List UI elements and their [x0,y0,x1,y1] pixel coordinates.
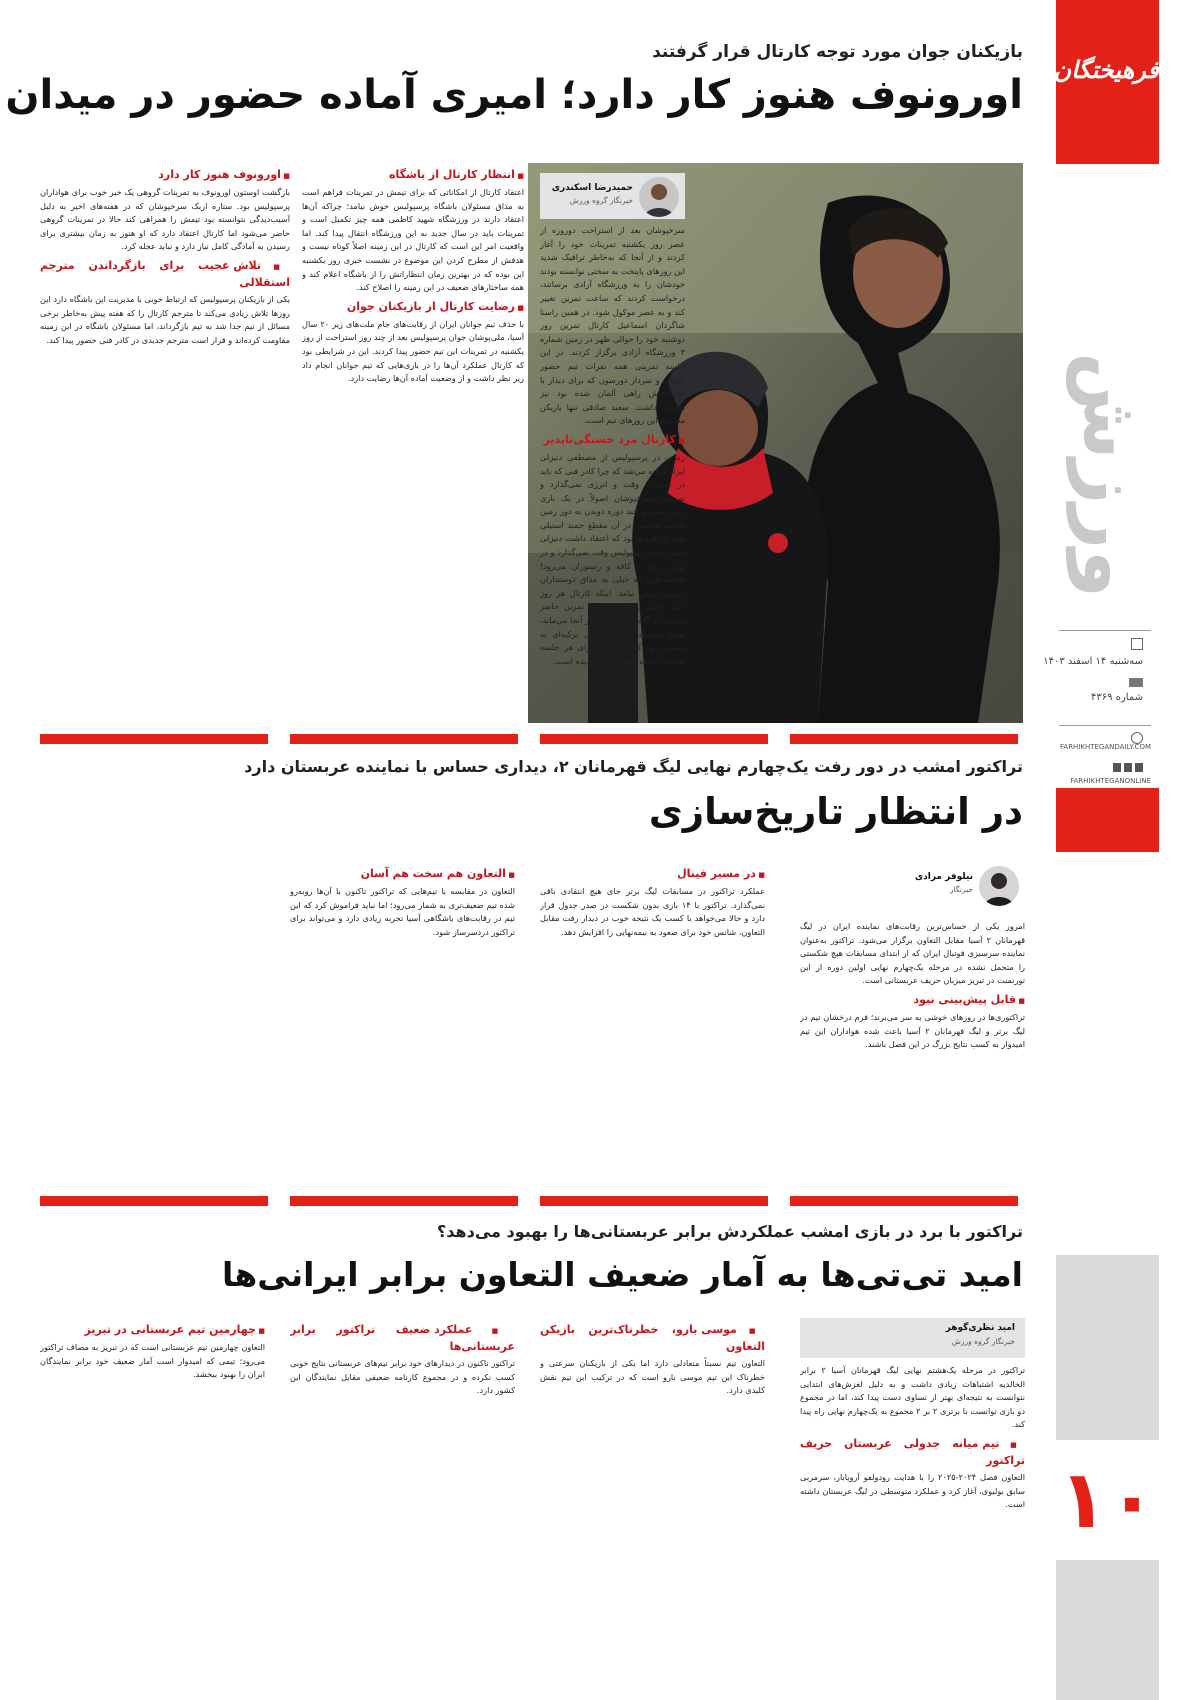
article3-col2 [540,1318,765,1688]
website-url[interactable]: FARHIKHTEGANDAILY.COM [1060,743,1151,751]
divider-bar [290,734,518,744]
article2-kicker: تراکتور امشب در دور رفت یک‌چهارم نهایی لیگ قهرمانان ۲، دیداری حساس با نماینده عربستان دارد [244,757,1023,776]
sidebar-divider-2 [1059,725,1151,726]
article3-headline: امید تی‌تی‌ها به آمار ضعیف التعاون برابر ایرانی‌ها [222,1255,1023,1294]
article1-subhead-4: ■ اورونوف هنوز کار دارد [40,167,290,184]
article1-kicker: بازیکنان جوان مورد توجه کارتال قرار گرفتند [652,42,1023,62]
section-title: ورزش [1066,352,1156,598]
article1-headline: اورونوف هنوز کار دارد؛ امیری آماده حضور در میدان [5,72,1023,118]
divider-bar [790,1196,1018,1206]
article1-col3 [40,163,290,693]
issue-icon [1129,678,1143,687]
author-role: خبرنگار گروه ورزش [569,196,633,205]
article2-author-box [800,862,1025,908]
article2-col3 [290,862,515,1172]
author-name: نیلوفر مرادی [914,872,973,882]
article3-text-4: التعاون چهارمین تیم عربستانی است که در تبریز به مصاف تراکتور می‌رود؛ تیمی که امیدوار است آمار ضعیف خود برابر نمایندگان ایران را بهبود ببخشد. [40,1342,265,1380]
article3-subhead-2: ■ موسی بارو، خطرناک‌ترین بازیکن التعاون [540,1322,765,1355]
article1-text-2: اعتقاد کارتال از امکاناتی که برای تیمش در تمرینات فراهم است به مذاق مسئولان باشگاه پرسپولیس خوش نیامد؛ چراکه آن‌ها اعتقاد دارند در ورزشگاه شهید کاظمی همه چیز تکمیل است و تمرینات باید در سال جدید به این ورزشگاه انتقال پیدا کند. اما واقعیت امر این است که کارتال در این زمینه اصلاً کوتاه نیست و هدفش از مطرح کردن این موضوع در نشست خبری روز یکشنبه این بوده که در بهترین زمان انتظاراتش را از باشگاه اعلام کند و همه ساختارهای ضعیف در این زمینه را اصلاح کند. [302,187,524,293]
article3-author-box [800,1318,1025,1358]
article1-subhead-5: ■ تلاش عجیب برای بازگرداندن مترجم استقلالی [40,258,290,291]
issue-date: سه‌شنبه ۱۴ اسفند ۱۴۰۳ [1043,656,1143,667]
author-role: خبرنگار [949,885,973,894]
article2-text-1: تراکتوری‌ها در روزهای خوشی به سر می‌برند؛ فرم درخشان تیم در لیگ برتر و لیگ قهرمانان ۲ آسیا باعث شده هواداران این تیم امیدوار به کسب نتایج بزرگ در این فصل باشند. [800,1011,1025,1050]
article3-col1 [800,1364,1025,1684]
article1-text-1: زمانی در پرسپولیس از مصطفی دنیزلی ایراد گرفته می‌شد که چرا کادر فنی که باید در تمرینات وقت و انرژی نمی‌گذارد و تمرینات سرخپوشان اصولاً در یک بازی درون تیمی و چند دوره دویدن به دور زمین خلاصه می‌شد. در آن مقطع حمید استیلی یکی از افرادی بود که اعتقاد داشت دنیزلی خیلی برای پرسپولیس وقت نمی‌گذارد و در تهران زیاد به کافه و رستوران می‌رود! صحبت‌هایی که خیلی به مذاق دوستداران دنیزلی خوش نیامد. اینکه کارتال هر روز چند ساعت زودتر در محل تمرین حاضر می‌شود و گاهی تا دیروقت در آنجا می‌ماند، نشان می‌دهد که این مربی ترکیه‌ای به تیمش تعهد کامل دارد و برای هر جلسه تمرینی برنامه دقیقی تدارک دیده است. [540,451,685,666]
article1-subhead-1: ■ کارتال مرد خستگی‌ناپذیر [540,432,685,449]
logo-block [1053,0,1159,164]
article2-text-3: التعاون در مقایسه با تیم‌هایی که تراکتور تاکنون با آن‌ها روبه‌رو شده تیم ضعیف‌تری به شمار می‌رود؛ اما نباید فراموش کرد که این تیم در رقابت‌های باشگاهی آسیا تجربه زیادی دارد و می‌تواند برای تراکتور دردسرساز شود. [290,886,515,937]
article2-subhead-3: ■ التعاون هم سخت هم آسان [290,866,515,883]
article2-text-2: عملکرد تراکتور در مسابقات لیگ برتر جای هیچ انتقادی باقی نمی‌گذارد. تراکتور با ۱۴ بازی بدون شکست در صدر جدول قرار دارد و حالا می‌خواهد با کسب یک نتیجه خوب در دیدار رفت مقابل التعاون، شانس خود برای صعود به نیمه‌نهایی را افزایش دهد. [540,886,765,937]
article2-headline: در انتظار تاریخ‌سازی [648,790,1023,833]
article3-col4 [40,1318,265,1688]
article3-lead: تراکتور در مرحله یک‌هشتم نهایی لیگ قهرمانان آسیا ۲ برابر الخالدیه اشتباهات زیادی داشت و به دلیل لغزش‌های ابتدایی نتوانست به نتیجه‌ای بهتر از تساوی دست پیدا کند، اما در مجموع دو بازی توانست با برتری ۲ بر ۲ مجموع به یک‌چهارم نهایی راه پیدا کند. [800,1365,1025,1430]
article2-lead: امروز یکی از حساس‌ترین رقابت‌های نماینده ایران در لیگ قهرمانان ۲ آسیا مقابل التعاون برگزار می‌شود. تراکتور به‌عنوان نماینده سرسبزی فوتبال ایران که از ابتدای مسابقات هیچ شکستی را متحمل نشده در مرحله یک‌چهارم نهایی اولین دوره از این تورنمنت در تبریز میزبان حریف عربستانی است. [800,921,1025,986]
article2-col1 [800,920,1025,1175]
article3-subhead-1: ■ تیم میانه جدولی عربستان حریف تراکتور [800,1436,1025,1469]
calendar-icon [1131,638,1143,650]
article1-col1 [540,224,685,694]
article3-subhead-4: ■ چهارمین تیم عربستانی در تبریز [40,1322,265,1339]
article3-text-2: التعاون تیم نسبتاً متعادلی دارد اما یکی از بازیکنان سرعتی و خطرناک این تیم موسی بارو است که در ترکیب این تیم نقش کلیدی دارد. [540,1358,765,1396]
article1-subhead-2: ■ انتظار کارتال از باشگاه [302,167,524,184]
article3-kicker: تراکتور با برد در بازی امشب عملکردش برابر عربستانی‌ها را بهبود می‌دهد؟ [436,1222,1023,1241]
page-number: ۱۰ [1058,1453,1157,1546]
social-icons [1113,763,1143,772]
article3-text-1: التعاون فصل ۲۰۲۴-۲۰۲۵ را با هدایت رودولفو آرویابار، سرمربی سابق بولیوی، آغاز کرد و عملکرد متوسطی در لیگ عربستان داشته است. [800,1471,1025,1510]
divider-bar [40,734,268,744]
social-handle[interactable]: FARHIKHTEGANONLINE [1070,777,1151,785]
author-role: خبرنگار گروه ورزش [951,1337,1015,1346]
sidebar-red-strip [1056,788,1159,852]
article2-subhead-2: ■ در مسیر فینال [540,866,765,883]
author-name: امید نظری‌گوهر [945,1323,1015,1333]
article3-col3 [290,1318,515,1688]
divider-bar [40,1196,268,1206]
article2-col2 [540,862,765,1172]
article1-col2 [302,163,524,693]
article1-author-box [540,173,685,219]
divider-bar [540,734,768,744]
sidebar-gray-strip [1056,1255,1159,1440]
divider-bar [540,1196,768,1206]
sidebar [1031,0,1191,1700]
article2-subhead-1: ■ قابل پیش‌بینی نبود [800,992,1025,1009]
sidebar-divider [1059,630,1151,631]
article1-lead: سرخپوشان بعد از استراحت دوروزه از عصر روز یکشنبه تمرینات خود را آغاز کردند و از آنجا که به‌خاطر ترافیک شدید این روزهای پایتخت به سختی توانسته بودند خودشان را به ورزشگاه آزادی برسانند، درخواست کردند که ساعت تمرین تغییر کند و به عصر موکول شود. در همین راستا شاگردان اسماعیل کارتال تمرین روز دوشنبه خود را حوالی ظهر در زمین شماره ۳ ورزشگاه آزادی برگزار کردند. در این جلسه تمرینی همه نفرات تیم حضور داشتند و سردار دورسون که برای دیدار با خانواده‌اش راهی آلمان شده بود نیز شرکت داشت. سعید صادقی تنها بازیکن مصدوم این روزهای تیم است. [540,225,685,426]
author-avatar [979,866,1019,906]
author-name: حمیدرضا اسکندری [551,183,633,193]
article3-subhead-3: ■ عملکرد ضعیف تراکتور برابر عربستانی‌ها [290,1322,515,1355]
divider-bar [790,734,1018,744]
sidebar-gray-bottom [1056,1560,1159,1700]
issue-number: شماره ۴۳۶۹ [1091,692,1143,703]
article1-text-5: یکی از بازیکنان پرسپولیس که ارتباط خوبی با مدیریت این باشگاه دارد این روزها تلاش زیادی می‌کند تا مترجم کارتال را که هفته پیش به‌خاطر برخی مسائل از تیم جدا شد به تیم بازگرداند، اما مسئولان باشگاه در این زمینه مقاومت کرده‌اند و قرار است مترجم جدیدی در کادر فنی حضور پیدا کند. [40,293,290,345]
divider-bar [290,1196,518,1206]
article1-text-3: با حذف تیم جوانان ایران از رقابت‌های جام ملت‌های زیر ۲۰ سال آسیا، ملی‌پوشان جوان پرسپولیس بعد از چند روز استراحت از روز یکشنبه در تمرینات این تیم حضور پیدا کردند. این در شرایطی بود که کارتال عملکرد آن‌ها را در بازی‌هایی که تیم جوانان انجام داد زیر نظر داشت و از وضعیت آماده آن‌ها رضایت دارد. [302,318,524,384]
article1-subhead-3: ■ رضایت کارتال از بازیکنان جوان [302,299,524,316]
author-avatar [639,177,679,217]
logo-text: فرهیختگان [1053,56,1159,84]
article3-text-3: تراکتور تاکنون در دیدارهای خود برابر تیم‌های عربستانی نتایج خوبی کسب نکرده و در مجموع کارنامه ضعیفی مقابل نمایندگان این کشور دارد. [290,1358,515,1396]
article1-text-4: بازگشت اوستون اورونوف به تمرینات گروهی یک خبر خوب برای هواداران پرسپولیس بود. ستاره ازبک سرخپوشان که در هفته‌های اخیر به دلیل آسیب‌دیدگی نتوانسته بود تیمش را همراهی کند حالا در تمرینات گروهی حاضر می‌شود اما کارتال اعتقاد دارد که او هنوز به زمان بیشتری برای رسیدن به آمادگی کامل نیاز دارد و نباید عجله کرد. [40,187,290,252]
